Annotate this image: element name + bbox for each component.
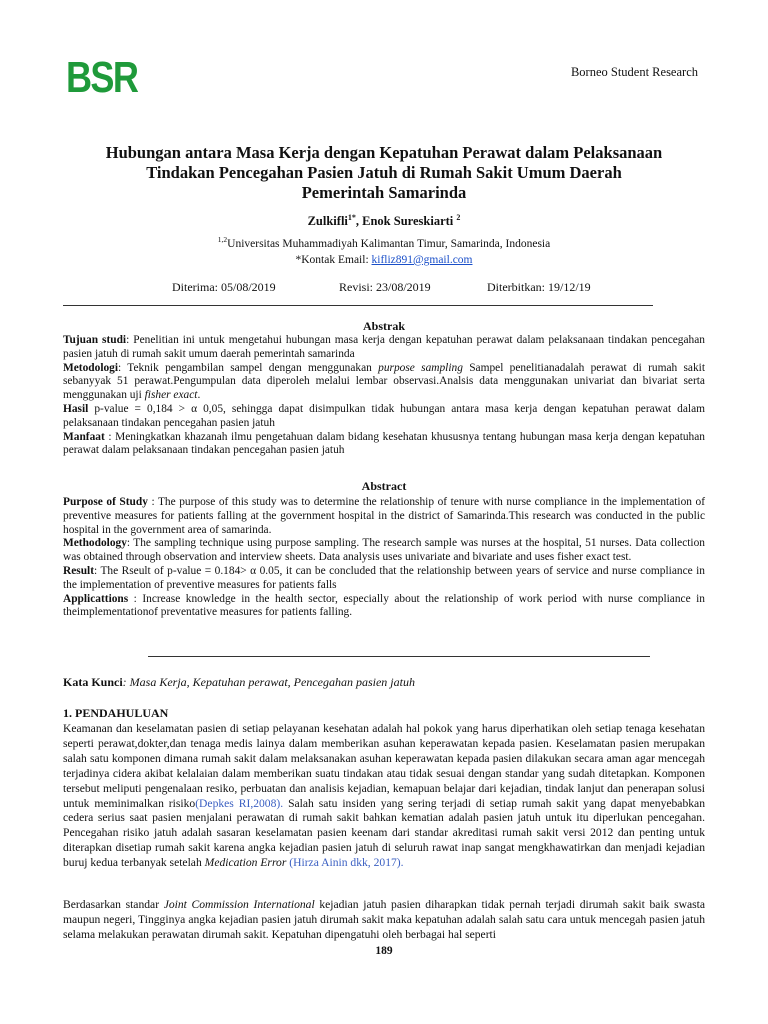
divider-line — [63, 305, 653, 306]
affiliation-text: Universitas Muhammadiyah Kalimantan Timur, Samarinda, Indonesia — [227, 237, 551, 250]
abstract-text: : The sampling technique using purpose sampling. The research sample was nurses at the hospital, 51 nurses. Data collection was obtained through observation and interview sheets. Data analysis uses univariate and bivariate and uses fisher exact test. — [63, 537, 705, 564]
citation-link[interactable]: (Depkes RI,2008). — [195, 796, 284, 810]
paragraph-text: Keamanan dan keselamatan pasien di setiap pelayanan kesehatan adalah hal pokok yang harus diperhatikan oleh setiap tenaga kesehatan seperti perawat,dokter,dan tenaga medis lainya dalam memberikan asuhan keperawatan kepada pasien. Keselamatan pasien merupakan salah satu komponen dimana rumah sakit dalam melaksanakan asuhan keperawatan kepada pasien dilakukan secara aman agar mencegah terjadinya cidera akibat kelalaian dalam memberikan suatu tindakan atau tidak sesuai dengan standar yang sudah ditetapkan. Komponen tersebut meliputi pengenalaan resiko, perbuatan dan analisis kejadian, kemapuan belajar dari kejadian, tindak lanjut dan penerapan solusi untuk meminimalkan risiko — [63, 722, 705, 810]
abstrak-text: p-value = 0,184 > α 0,05, sehingga dapat disimpulkan tidak hubungan antara masa kerja dengan kepatuhan perawat dalam pelaksanaan tindakan pencegahan pasien jatuh — [63, 402, 705, 429]
paragraph — [63, 722, 705, 871]
abstrak-italic: fisher exact — [144, 389, 198, 402]
page-number: 189 — [375, 945, 393, 957]
abstrak-text: : Meningkatkan khazanah ilmu pengetahuan dalam bidang kesehatan khususnya tentang hubungan masa kerja dengan kepatuhan perawat dalam pelaksanaan tindakan pencegahan pasien jatuh — [63, 430, 705, 457]
abstract-method — [63, 537, 705, 565]
affiliation-block — [0, 232, 768, 268]
abstract-label: Methodology — [63, 537, 127, 550]
paragraph-text: Salah satu insiden yang sering terjadi di setiap rumah sakit yang dapat menyebabkan cedera serius saat pasien menjalani perawatan di rumah sakit bahkan kematian adalah pasien jatuh untuk itu diperlukan pencegahan. Pencegahan risiko jatuh adalah sasaran keselamatan pasien keenam dari standar akreditasi rumah sakit versi 2012 dan penting untuk diterapkan disetiap rumah sakit karena angka kejadian pasien jatuh di seluruh rawat inap sangat mengkhawatirkan dan menjadi kejadian buruj kedua terbanyak setelah — [63, 796, 705, 870]
keywords-text: : Masa Kerja, Kepatuhan perawat, Pencegahan pasien jatuh — [122, 675, 415, 689]
author-separator: , — [355, 214, 363, 229]
abstrak-hasil — [63, 403, 705, 431]
abstract-label: Result — [63, 564, 95, 577]
paragraph-text: kejadian jatuh pasien diharapkan tidak pernah terjadi dirumah sakit baik swasta maupun negeri, Tingginya angka kejadian pasien jatuh dirumah sakit maka kepatuhan adalah salah satu cara untuk mencegah pasien jatuh selama melakukan perawatan dirumah sakit. Kepatuhan dipengatuhi oleh berbagai hal seperti — [63, 898, 706, 941]
abstract-heading: Abstract — [361, 479, 407, 493]
abstrak-italic: purpose sampling — [378, 361, 463, 374]
paper-title — [60, 143, 708, 203]
title-line: Pemerintah Samarinda — [301, 183, 467, 202]
abstract-text: : Increase knowledge in the health sector, especially about the relationship of work period with nurse compliance in theimplementationof preventative measures for patients falling. — [63, 592, 705, 619]
date-revised: Revisi: 23/08/2019 — [339, 280, 431, 294]
abstract-purpose — [63, 496, 705, 537]
paragraph-italic: Joint Commission International — [163, 898, 315, 911]
contact-label: *Kontak Email: — [295, 253, 372, 266]
author-marker: 2 — [456, 213, 461, 222]
abstrak-tujuan — [63, 334, 705, 362]
author-list — [0, 213, 768, 229]
intro-paragraph-1 — [63, 722, 705, 871]
keywords-label: Kata Kunci — [63, 675, 123, 689]
paragraph — [63, 898, 705, 943]
abstract-result — [63, 565, 705, 593]
abstrak-label: Tujuan studi — [63, 334, 127, 346]
paragraph-text: Berdasarkan standar — [63, 898, 164, 911]
author-marker: 1* — [347, 213, 356, 222]
date-received: Diterima: 05/08/2019 — [172, 280, 276, 294]
abstrak-text: : Penelitian ini untuk mengetahui hubungan masa kerja dengan kepatuhan perawat dalam pelaksanaan tindakan pencegahan pasien jatuh di rumah sakit umum daerah pemerintah samarinda — [63, 334, 706, 360]
abstract-label: Applicattions — [63, 592, 129, 605]
abstrak-body — [63, 334, 705, 458]
abstrak-text: Sampel penelitianadalah perawat di rumah sakit sebanyyak 51 perawat.Pengumpulan data diperoleh melalui lembar observasi.Analsis data menggunakan univariat dan bivariat serta menggunakan uji — [63, 361, 706, 402]
divider-line — [148, 656, 650, 657]
keywords-line — [63, 675, 415, 690]
abstract-body — [63, 496, 705, 620]
abstract-text: : The Rseult of p-value = 0.184> α 0.05, it can be concluded that the relationship between years of service and nurse compliance in the implementation of preventive measures for patients falls — [63, 564, 705, 591]
abstract-applications — [63, 593, 705, 621]
author-name: Enok Sureskiarti — [362, 214, 454, 229]
abstrak-heading: Abstrak — [362, 319, 405, 333]
paragraph-italic: Medication Error — [204, 856, 287, 870]
section-heading: 1. PENDAHULUAN — [63, 706, 169, 720]
abstrak-label: Metodologi — [63, 361, 119, 374]
author-name: Zulkifli — [307, 214, 348, 229]
journal-name: Borneo Student Research — [570, 65, 698, 79]
abstract-label: Purpose of Study — [63, 496, 148, 508]
abstrak-metode — [63, 362, 705, 403]
title-line: Hubungan antara Masa Kerja dengan Kepatuhan Perawat dalam Pelaksanaan — [105, 143, 663, 162]
citation-link[interactable]: (Hirza Ainin dkk, 2017). — [286, 856, 404, 870]
journal-logo: BSR — [66, 53, 138, 102]
email-link[interactable]: kifliz891@gmail.com — [371, 253, 473, 266]
abstrak-manfaat — [63, 431, 705, 459]
abstrak-text: . — [197, 389, 201, 402]
affiliation-line — [0, 232, 768, 252]
abstrak-text: : Teknik pengambilan sampel dengan menggunakan — [118, 361, 379, 374]
affiliation-marker: 1,2 — [217, 235, 228, 244]
contact-line — [0, 252, 768, 268]
abstrak-label: Manfaat — [63, 430, 105, 443]
intro-paragraph-2 — [63, 898, 705, 943]
abstrak-label: Hasil — [63, 402, 89, 415]
date-published: Diterbitkan: 19/12/19 — [487, 280, 591, 294]
title-line: Tindakan Pencegahan Pasien Jatuh di Rumah Sakit Umum Daerah — [146, 163, 622, 182]
abstract-text: : The purpose of this study was to determine the relationship of tenure with nurse compliance in the implementation of preventive measures for patients falling at the government hospital in the district of Samarinda.This research was conducted in the public hospital in the government area of samarinda. — [63, 496, 706, 536]
